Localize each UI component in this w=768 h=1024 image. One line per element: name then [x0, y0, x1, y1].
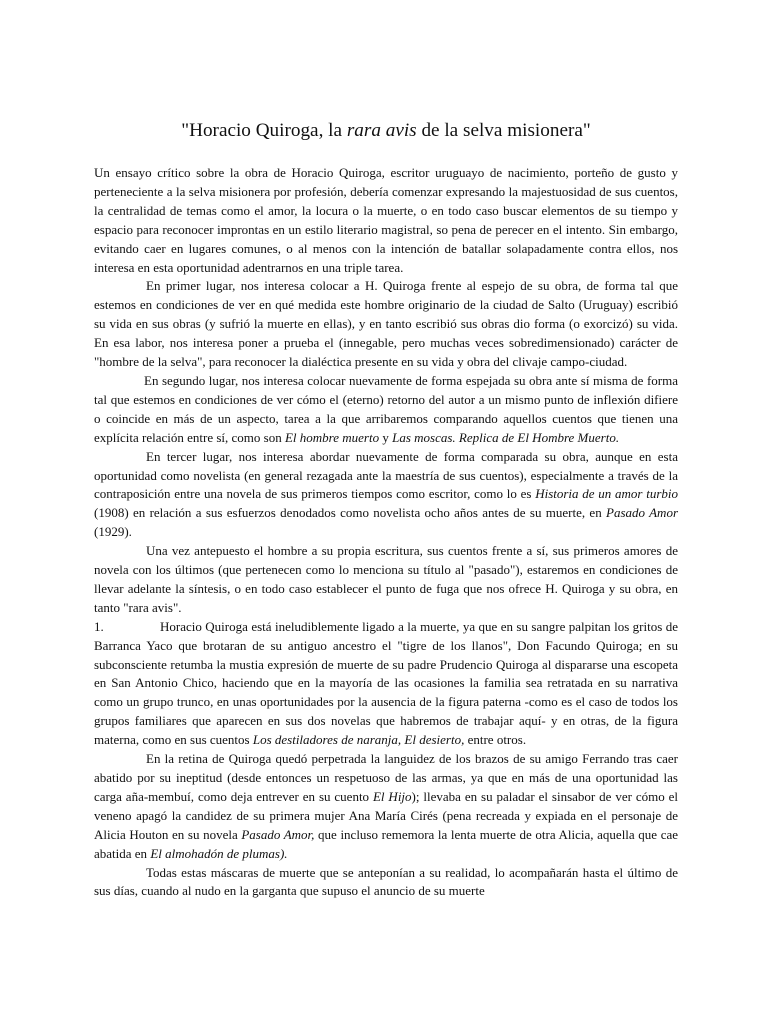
work-title-pasado-amor-2: Pasado Amor, [241, 826, 315, 842]
title-italic-rara-avis: rara avis [346, 120, 417, 141]
work-title-el-hijo: El Hijo [372, 788, 412, 804]
work-title-el-hombre-muerto: El hombre muerto [284, 429, 380, 445]
paragraph-text: En la retina de Quiroga quedó perpetrada la languidez de los brazos de su amigo Ferrando tras caer abatido por su ineptitud (desde entonces un respetuoso de las armas, ya que en más de una oportunidad las carga aña-membuí, como deja entrever en su cuento [94, 751, 678, 804]
paragraph-text: (1908) en relación a sus esfuerzos denodados como novelista ocho años antes de su muerte, en [94, 505, 607, 521]
paragraph-text: En segundo lugar, nos interesa colocar nuevamente de forma espejada su obra ante sí misma de forma tal que estemos en condiciones de ver cómo el (eterno) retorno del autor a un mismo punto de inflexión difiere o coincide en más de un aspecto, tarea a la que arribaremos comparando aquellos cuentos que tienen una explícita relación entre sí, como son [94, 372, 678, 445]
paragraph-masks: Todas estas máscaras de muerte que se anteponían a su realidad, lo acompañarán hasta el último de sus días, cuando al nudo en la garganta que supuso el anuncio de su muerte [94, 864, 678, 899]
paragraph-text: entre otros. [464, 732, 527, 748]
title-text-2: de la selva misionera" [416, 120, 591, 141]
paragraph-text: y [379, 429, 393, 445]
paragraph-text: Horacio Quiroga está ineludiblemente ligado a la muerte, ya que en su sangre palpitan los gritos de Barranca Yaco que brotaran de su antiguo ancestro el "tigre de los llanos", Don Facundo Quiroga; en su subconsciente retumba la mustia expresión de muerte de su padre Prudencio Quiroga al dispararse una escopeta en San Antonio Chico, haciendo que en la mayoría de las ocasiones la familia sea retratada en su narrativa como un grupo trunco, en unas oportunidades por la ausencia de la figura paterna -como es el caso de todos los grupos familiares que aparecen en sus dos novelas que habremos de trabajar aquí- y en otras, de la figura materna, como en sus cuentos [94, 618, 678, 748]
section-number: 1. [94, 618, 104, 634]
paragraph-text: En tercer lugar, nos interesa abordar nuevamente de forma comparada su obra, aunque en esta oportunidad como novelista (en general rezagada ante la maestría de sus cuentos), especialmente a través de la contraposición entre una novela de sus primeros tiempos como escritor, como lo es [94, 448, 678, 502]
title-text-1: "Horacio Quiroga, la [181, 120, 347, 141]
work-title-los-destiladores: Los destiladores de naranja, El desierto, [252, 732, 465, 748]
paragraph-retina [94, 750, 678, 863]
paragraph-second-task [94, 372, 678, 448]
paragraph-text: (1929). [94, 524, 132, 540]
work-title-las-moscas: Las moscas. Replica de El Hombre Muerto. [392, 429, 620, 445]
paragraph-first-task: En primer lugar, nos interesa colocar a H. Quiroga frente al espejo de su obra, de forma tal que estemos en condiciones de ver en qué medida este hombre originario de la ciudad de Salto (Uruguay) escribió su vida en sus obras (y sufrió la muerte en ellas), y en tanto escribió sus obras dio forma (o exorcizó) su vida. En esa labor, nos interesa poner a prueba el (innegable, pero muchas veces sobredimensionado) carácter de "hombre de la selva", para reconocer la dialéctica presente en su vida y obra del clivaje campo-ciudad. [94, 278, 678, 370]
paragraph-synthesis: Una vez antepuesto el hombre a su propia escritura, sus cuentos frente a sí, sus primeros amores de novela con los últimos (que pertenecen como lo menciona su título al "pasado"), estaremos en condiciones de llevar adelante la síntesis, o en todo caso establecer el punto de fuga que nos ofrece H. Quiroga y su obra, en tanto "rara avis". [94, 543, 678, 615]
document-page [94, 108, 678, 901]
paragraph-section-1 [94, 618, 678, 750]
paragraph-text: que incluso rememora la lenta muerte de otra Alicia, aquella que cae abatida en [94, 826, 678, 861]
work-title-pasado-amor: Pasado Amor [606, 505, 679, 521]
work-title-historia-amor-turbio: Historia de un amor turbio [535, 486, 678, 502]
paragraph-text: ); llevaba en su paladar el sinsabor de ver cómo el veneno apagó la candidez de su primera mujer Ana María Cirés (pena recreada y expiada en el personaje de Alicia Houton en su novela [94, 788, 678, 842]
work-title-el-almohadon: El almohadón de plumas). [150, 845, 288, 861]
paragraph-intro: Un ensayo crítico sobre la obra de Horacio Quiroga, escritor uruguayo de nacimiento, porteño de gusto y perteneciente a la selva misionera por profesión, debería comenzar expresando la majestuosidad de sus cuentos, la centralidad de temas como el amor, la locura o la muerte, o en todo caso buscar elementos de su tiempo y espacio para reconocer improntas en un estilo literario magistral, so pena de perecer en el intento. Sin embargo, evitando caer en lugares comunes, o al menos con la intención de batallar solapadamente contra ellos, nos interesa en esta oportunidad adentrarnos en una triple tarea. [94, 165, 678, 275]
document-title [94, 118, 678, 144]
paragraph-third-task [94, 448, 678, 543]
